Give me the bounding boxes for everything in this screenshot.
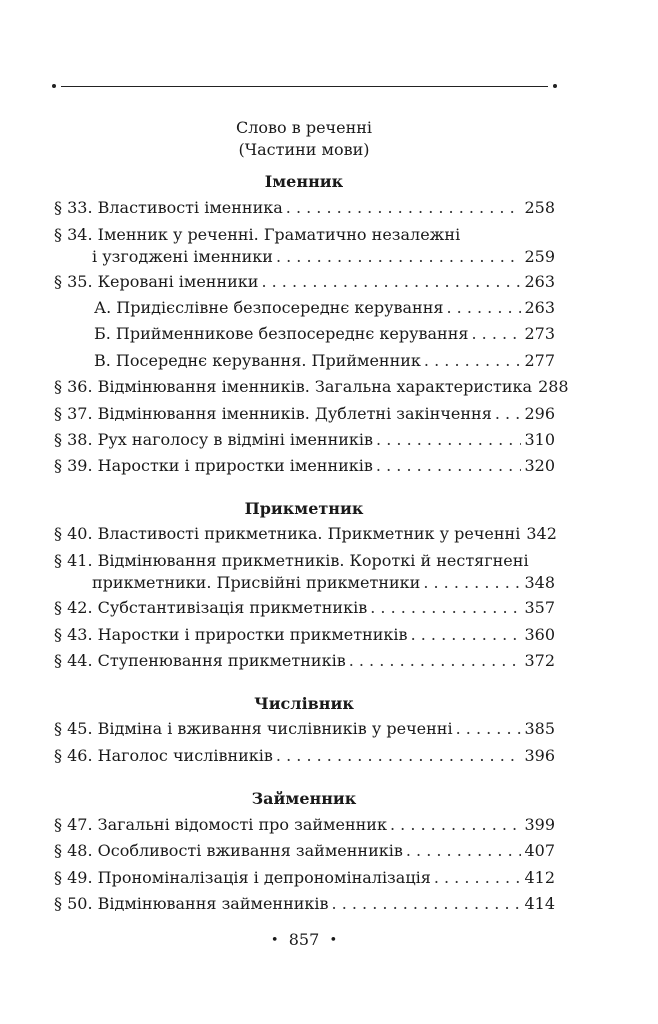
- folio-number: 857: [288, 930, 320, 949]
- section-title-numeral: Числівник: [254, 694, 354, 713]
- page-number: 414: [524, 894, 555, 913]
- page-number: 342: [526, 524, 557, 543]
- page-number: 396: [524, 746, 555, 765]
- toc-entry-37[interactable]: § 37. Відмінювання іменників. Дублетні закінчення . . . 296: [54, 404, 555, 424]
- top-rule: [52, 82, 557, 92]
- page-number: 348: [524, 573, 555, 592]
- toc-entry-46[interactable]: § 46. Наголос числівників . . . 396: [54, 746, 555, 766]
- toc-entry-49[interactable]: § 49. Прономіналізація і депрономіналізація . . . 412: [54, 868, 555, 888]
- toc-entry-44[interactable]: § 44. Ступенювання прикметників . . . 372: [54, 651, 555, 671]
- page-number: 273: [524, 324, 555, 343]
- toc-entry-43[interactable]: § 43. Наростки і приростки прикметників . . . 360: [54, 625, 555, 645]
- page-number: 263: [524, 272, 555, 291]
- toc-entry-42[interactable]: § 42. Субстантивізація прикметників . . . 357: [54, 598, 555, 618]
- rule-right-dot: [553, 84, 557, 88]
- page-number: 296: [524, 404, 555, 423]
- page-number: 357: [524, 598, 555, 617]
- toc-entry-45[interactable]: § 45. Відміна і вживання числівників у реченні . . . 385: [54, 719, 555, 739]
- part-title: Слово в реченні: [235, 118, 373, 137]
- bullet-left: •: [270, 933, 279, 948]
- page-number: 263: [524, 298, 555, 317]
- page-number: 372: [524, 651, 555, 670]
- page-number: 407: [524, 841, 555, 860]
- rule-left-dot: [52, 84, 56, 88]
- page-number: 360: [524, 625, 555, 644]
- toc-entry-39[interactable]: § 39. Наростки і приростки іменників . . . 320: [54, 456, 555, 476]
- page-footer: [54, 930, 554, 949]
- toc-entry-35[interactable]: § 35. Керовані іменники . . . 263: [54, 272, 555, 292]
- page-number: 258: [524, 198, 555, 217]
- page-number: 259: [524, 247, 555, 266]
- page-number: 399: [524, 815, 555, 834]
- section-title-adjective: Прикметник: [244, 499, 364, 518]
- toc-entry-50[interactable]: § 50. Відмінювання займенників . . . 414: [54, 894, 555, 914]
- toc-entry-35c[interactable]: В. Посереднє керування. Прийменник . . . 277: [94, 351, 555, 371]
- toc-entry-41[interactable]: § 41. Відмінювання прикметників. Короткі й нестягнені прикметники. Присвійні прикметники . . . 348: [54, 551, 555, 593]
- section-title-noun: Іменник: [264, 172, 344, 191]
- toc-entry-33[interactable]: § 33. Властивості іменника . . . 258: [54, 198, 555, 218]
- page-number: 277: [524, 351, 555, 370]
- page-number: 412: [524, 868, 555, 887]
- page-number: 288: [538, 377, 569, 396]
- toc-entry-34[interactable]: § 34. Іменник у реченні. Граматично незалежні і узгоджені іменники . . . 259: [54, 225, 555, 267]
- toc-entry-48[interactable]: § 48. Особливості вживання займенників . . . 407: [54, 841, 555, 861]
- section-title-pronoun: Займенник: [251, 789, 357, 808]
- page-number: 385: [524, 719, 555, 738]
- page-number: 310: [524, 430, 555, 449]
- toc-entry-40[interactable]: § 40. Властивості прикметника. Прикметник у реченні 342: [54, 524, 557, 543]
- page-number: 320: [524, 456, 555, 475]
- toc-entry-47[interactable]: § 47. Загальні відомості про займенник . . . 399: [54, 815, 555, 835]
- toc-entry-36[interactable]: § 36. Відмінювання іменників. Загальна характеристика 288: [54, 377, 569, 396]
- toc-entry-35b[interactable]: Б. Прийменникове безпосереднє керування . . . 273: [94, 324, 555, 344]
- toc-entry-35a[interactable]: А. Придієслівне безпосереднє керування . . . 263: [94, 298, 555, 318]
- toc-entry-38[interactable]: § 38. Рух наголосу в відміні іменників . . . 310: [54, 430, 555, 450]
- bullet-right: •: [329, 933, 338, 948]
- rule-line: [61, 86, 548, 87]
- part-subtitle: (Частини мови): [238, 140, 370, 159]
